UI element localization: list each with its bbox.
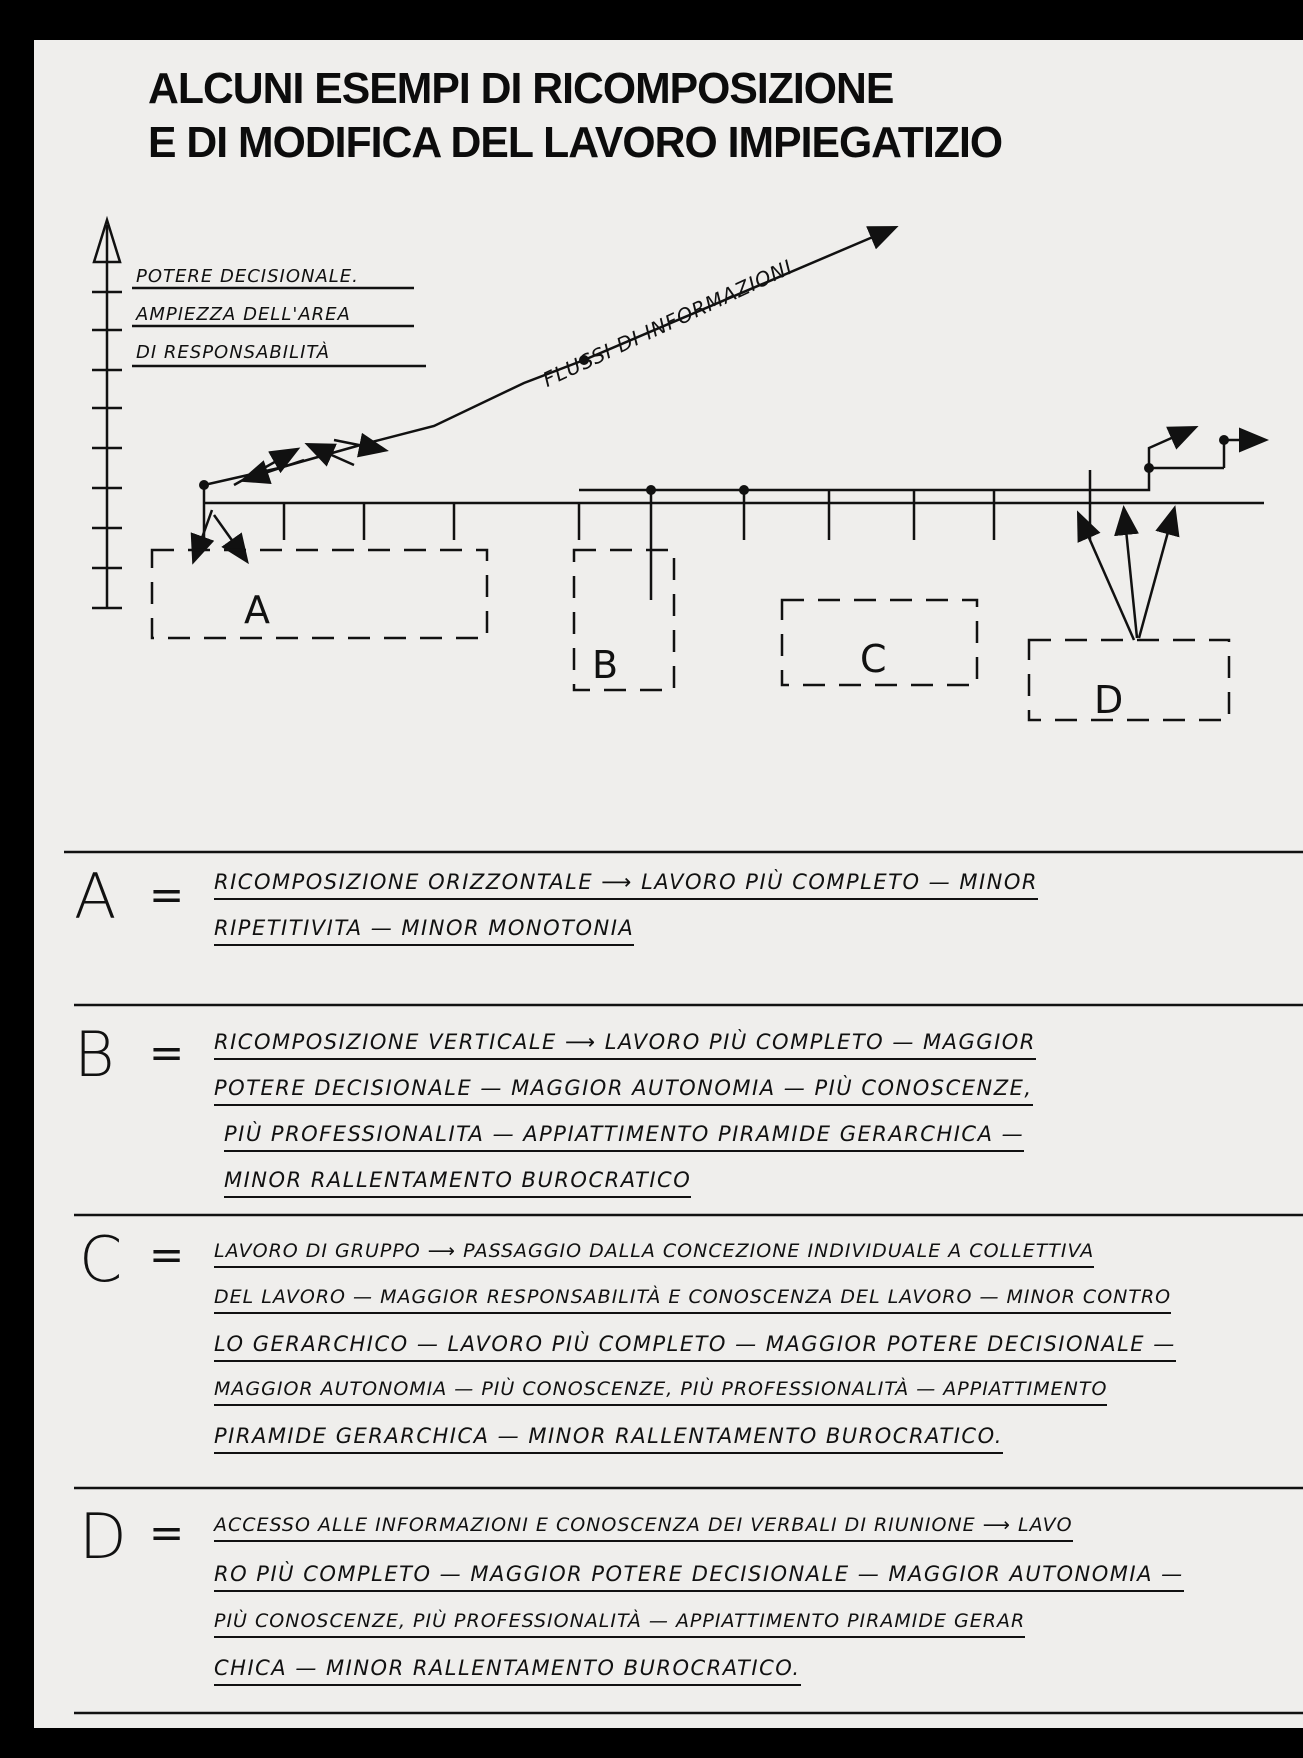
legend-c-line-2: DEL LAVORO — MAGGIOR RESPONSABILITÀ E CONOSCENZA DEL LAVORO — MINOR CONTRO xyxy=(214,1286,1171,1314)
legend-c-line-3: LO GERARCHICO — LAVORO PIÙ COMPLETO — MAGGIOR POTERE DECISIONALE — xyxy=(214,1332,1176,1362)
legend-c-line-5: PIRAMIDE GERARCHICA — MINOR RALLENTAMENTO BUROCRATICO. xyxy=(214,1424,1003,1454)
axis-label-area-width: AMPIEZZA DELL'AREA xyxy=(136,304,351,325)
legend-d-line-2: RO PIÙ COMPLETO — MAGGIOR POTERE DECISIONALE — MAGGIOR AUTONOMIA — xyxy=(214,1562,1184,1592)
legend-d-line-3: PIÙ CONOSCENZE, PIÙ PROFESSIONALITÀ — APPIATTIMENTO PIRAMIDE GERAR xyxy=(214,1610,1025,1638)
box-label-a: A xyxy=(244,588,270,632)
legend-equals-a: = xyxy=(149,870,185,919)
legend-b-line-3: PIÙ PROFESSIONALITA — APPIATTIMENTO PIRAMIDE GERARCHICA — xyxy=(224,1122,1024,1152)
legend-a-line-2: RIPETITIVITA — MINOR MONOTONIA xyxy=(214,916,634,946)
legend-a-line-1: RICOMPOSIZIONE ORIZZONTALE ⟶ LAVORO PIÙ COMPLETO — MINOR xyxy=(214,870,1038,900)
axis-label-decision-power: POTERE DECISIONALE. xyxy=(136,266,359,287)
box-label-c: C xyxy=(860,637,887,681)
legend-letter-c: C xyxy=(79,1223,123,1296)
legend-equals-d: = xyxy=(149,1508,185,1557)
legend-c-line-4: MAGGIOR AUTONOMIA — PIÙ CONOSCENZE, PIÙ PROFESSIONALITÀ — APPIATTIMENTO xyxy=(214,1378,1107,1406)
legend-d-line-1: ACCESSO ALLE INFORMAZIONI E CONOSCENZA DEI VERBALI DI RIUNIONE ⟶ LAVO xyxy=(214,1514,1073,1542)
title-line-1: ALCUNI ESEMPI DI RICOMPOSIZIONE xyxy=(148,64,894,113)
legend-letter-a: A xyxy=(74,860,117,933)
box-label-b: B xyxy=(592,643,619,687)
flow-label: FLUSSI DI INFORMAZIONI xyxy=(539,254,797,392)
title-line-2: E DI MODIFICA DEL LAVORO IMPIEGATIZIO xyxy=(148,118,1003,167)
legend-letter-d: D xyxy=(79,1500,127,1573)
legend-b-line-2: POTERE DECISIONALE — MAGGIOR AUTONOMIA — PIÙ CONOSCENZE, xyxy=(214,1076,1033,1106)
axis-label-responsibility: DI RESPONSABILITÀ xyxy=(136,342,331,363)
box-label-d: D xyxy=(1094,678,1124,722)
document-page xyxy=(34,40,1303,1728)
legend-equals-b: = xyxy=(149,1028,185,1077)
legend-equals-c: = xyxy=(149,1230,185,1279)
legend-c-line-1: LAVORO DI GRUPPO ⟶ PASSAGGIO DALLA CONCEZIONE INDIVIDUALE A COLLETTIVA xyxy=(214,1240,1094,1268)
legend-b-line-4: MINOR RALLENTAMENTO BUROCRATICO xyxy=(224,1168,691,1198)
legend-d-line-4: CHICA — MINOR RALLENTAMENTO BUROCRATICO. xyxy=(214,1656,801,1686)
legend-letter-b: B xyxy=(74,1018,115,1091)
legend-b-line-1: RICOMPOSIZIONE VERTICALE ⟶ LAVORO PIÙ COMPLETO — MAGGIOR xyxy=(214,1030,1036,1060)
